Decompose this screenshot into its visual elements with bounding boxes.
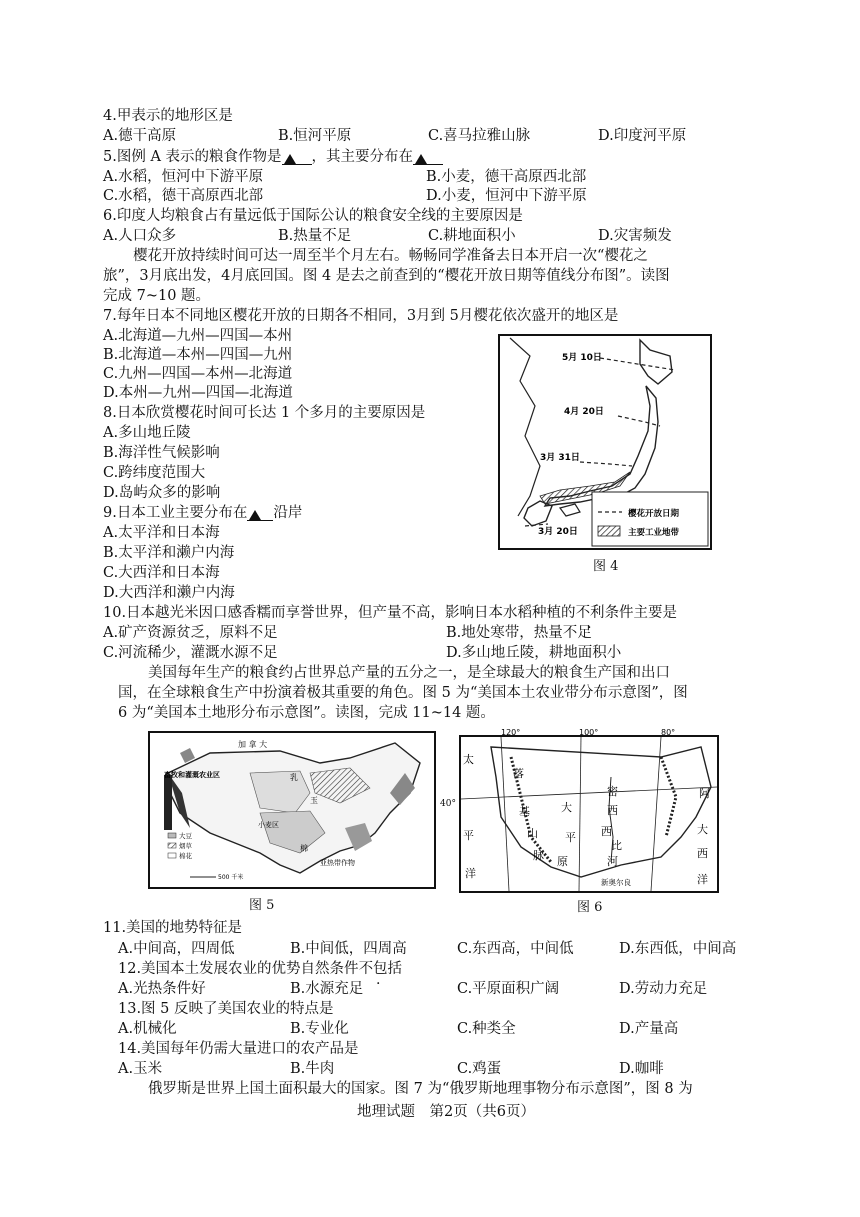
q6-option-d[interactable]: D.灾害频发 — [598, 228, 672, 244]
q8-option-d[interactable]: D.岛屿众多的影响 — [103, 485, 221, 501]
fig4-label-mar31: 3月 31日 — [540, 453, 580, 463]
q4-option-b[interactable]: B.恒河平原 — [278, 128, 352, 144]
fig5-label-dairy: 乳 — [290, 773, 298, 782]
fig5-label-ranch: 畜牧和灌溉农业区 — [164, 771, 220, 779]
q11-option-d[interactable]: D.东西低，中间高 — [619, 941, 737, 957]
q12-option-c[interactable]: C.平原面积广阔 — [457, 981, 560, 997]
fig4-label-mar20: 3月 20日 — [538, 527, 578, 537]
fig4-legend-industry: 主要工业地带 — [628, 528, 680, 538]
q10-option-d[interactable]: D.多山地丘陵，耕地面积小 — [446, 645, 622, 661]
q9-option-c[interactable]: C.大西洋和日本海 — [103, 565, 220, 581]
fig6-rocky-4: 脉 — [533, 849, 544, 862]
q11-option-a[interactable]: A.中间高，四周低 — [118, 941, 235, 957]
q5-option-c[interactable]: C.水稻，德干高原西北部 — [103, 188, 264, 204]
q9-stem: 9.日本工业主要分布在 沿岸 — [103, 505, 303, 521]
passage-usa-line3: 6 为“美国本土地形分布示意图”。读图，完成 11~14 题。 — [118, 705, 495, 721]
fig6-rocky-3: 山 — [527, 827, 538, 840]
blank-triangle-icon — [284, 154, 296, 164]
q7-option-b[interactable]: B.北海道—本州—四国—九州 — [103, 347, 293, 363]
fig6-plain-2: 平 — [565, 831, 576, 844]
fig6-miss-1: 密 — [607, 785, 618, 798]
q7-option-d[interactable]: D.本州—九州—四国—北海道 — [103, 385, 293, 401]
fig6-lon-80: 80° — [661, 728, 676, 737]
fig6-new-orleans: 新奥尔良 — [601, 878, 631, 887]
q12-option-b[interactable]: B.水源充足 — [290, 981, 364, 997]
q4-option-c[interactable]: C.喜马拉雅山脉 — [428, 128, 531, 144]
q6-option-c[interactable]: C.耕地面积小 — [428, 228, 516, 244]
q14-option-d[interactable]: D.咖啡 — [619, 1061, 664, 1077]
q14-stem: 14.美国每年仍需大量进口的农产品是 — [118, 1041, 359, 1057]
q4-option-a[interactable]: A.德干高原 — [103, 128, 177, 144]
fig6-atlantic-3: 洋 — [697, 873, 708, 886]
q14-option-b[interactable]: B.牛肉 — [290, 1061, 335, 1077]
blank-triangle-icon — [249, 510, 261, 520]
passage-japan-line2: 旅”，3月底出发，4月底回国。图 4 是去之前查到的“樱花开放日期等值线分布图”。读图 — [103, 268, 670, 284]
q12-option-d[interactable]: D.劳动力充足 — [619, 981, 708, 997]
q10-option-a[interactable]: A.矿产资源贫乏，原料不足 — [103, 625, 278, 641]
q7-option-a[interactable]: A.北海道—九州—四国—本州 — [103, 328, 293, 344]
q14-option-a[interactable]: A.玉米 — [118, 1061, 163, 1077]
q5-option-d[interactable]: D.小麦，恒河中下游平原 — [426, 188, 587, 204]
fig5-label-wheat: 小麦区 — [258, 821, 279, 829]
fig5-legend-soybean: 大豆 — [179, 832, 192, 840]
fig6-appalachian: 阿 — [699, 787, 710, 800]
figure-5-caption: 图 5 — [249, 898, 275, 913]
q10-stem: 10.日本越光米因口感香糯而享誉世界，但产量不高，影响日本水稻种植的不利条件主要是 — [103, 605, 678, 621]
fig4-legend-bloom: 樱花开放日期 — [628, 509, 680, 519]
q9-option-d[interactable]: D.大西洋和濑户内海 — [103, 585, 235, 601]
q7-stem: 7.每年日本不同地区樱花开放的日期各不相同，3月到 5月樱花依次盛开的地区是 — [103, 308, 619, 324]
q6-option-a[interactable]: A.人口众多 — [103, 228, 177, 244]
q13-option-d[interactable]: D.产量高 — [619, 1021, 679, 1037]
q4-stem: 4.甲表示的地形区是 — [103, 108, 233, 124]
q9-option-b[interactable]: B.太平洋和濑户内海 — [103, 545, 235, 561]
fig5-legend-tobacco: 烟草 — [179, 842, 192, 850]
q9-option-a[interactable]: A.太平洋和日本海 — [103, 525, 220, 541]
fig6-lon-100: 100° — [579, 728, 599, 737]
fig6-pacific-1: 太 — [463, 753, 474, 766]
q6-option-b[interactable]: B.热量不足 — [278, 228, 352, 244]
passage-japan-line1: 樱花开放持续时间可达一周至半个月左右。畅畅同学准备去日本开启一次“樱花之 — [133, 248, 648, 264]
passage-japan-line3: 完成 7~10 题。 — [103, 288, 211, 304]
q4-option-d[interactable]: D.印度河平原 — [598, 128, 687, 144]
q8-stem: 8.日本欣赏樱花时间可长达 1 个多月的主要原因是 — [103, 405, 426, 421]
q10-option-b[interactable]: B.地处寒带，热量不足 — [446, 625, 592, 641]
fig6-lon-120: 120° — [501, 728, 521, 737]
passage-usa-line1: 美国每年生产的粮食约占世界总产量的五分之一，是全球最大的粮食生产国和出口 — [148, 665, 670, 681]
q13-option-a[interactable]: A.机械化 — [118, 1021, 177, 1037]
q11-option-b[interactable]: B.中间低，四周高 — [290, 941, 407, 957]
passage-usa-line2: 国，在全球粮食生产中扮演着极其重要的角色。图 5 为“美国本土农业带分布示意图”，图 — [118, 685, 688, 701]
fig5-scale: 500 千米 — [218, 874, 244, 881]
fig6-lat-40: 40° — [440, 799, 456, 809]
q11-option-c[interactable]: C.东西高，中间低 — [457, 941, 574, 957]
fig5-label-canada: 加 拿 大 — [238, 740, 268, 749]
fig6-atlantic-1: 大 — [697, 823, 708, 836]
q7-option-c[interactable]: C.九州—四国—本州—北海道 — [103, 366, 293, 382]
figure-5-us-agriculture-map — [148, 731, 436, 889]
page-footer: 地理试题 第2页（共6页） — [357, 1104, 535, 1120]
fig5-label-cotton: 棉 — [300, 844, 308, 853]
fig5-label-subtropical: 亚热带作物 — [320, 859, 355, 867]
fig6-pacific-2: 平 — [463, 829, 474, 842]
fig6-miss-5: 河 — [607, 855, 618, 868]
q13-option-c[interactable]: C.种类全 — [457, 1021, 516, 1037]
fig5-label-corn: 玉 — [310, 796, 318, 805]
q6-stem: 6.印度人均粮食占有量远低于国际公认的粮食安全线的主要原因是 — [103, 208, 523, 224]
fig4-label-apr20: 4月 20日 — [564, 407, 604, 417]
q13-option-b[interactable]: B.专业化 — [290, 1021, 349, 1037]
figure-6-us-terrain-map — [459, 728, 719, 893]
q5-stem: 5.图例 A 表示的粮食作物是 ，其主要分布在 — [103, 148, 443, 166]
fig6-miss-4: 比 — [611, 839, 622, 852]
q8-option-c[interactable]: C.跨纬度范围大 — [103, 465, 206, 481]
q14-option-c[interactable]: C.鸡蛋 — [457, 1061, 502, 1077]
q12-option-a[interactable]: A.光热条件好 — [118, 981, 206, 997]
fig5-legend-cotton: 棉花 — [179, 852, 192, 860]
blank-triangle-icon — [415, 154, 427, 164]
q13-stem: 13.图 5 反映了美国农业的特点是 — [118, 1001, 334, 1017]
fig6-plain-3: 原 — [557, 855, 568, 868]
fig4-label-may10: 5月 10日 — [562, 353, 602, 363]
fig6-rocky-1: 落 — [513, 767, 524, 780]
q5-option-b[interactable]: B.小麦，德干高原西北部 — [426, 169, 587, 185]
figure-4-japan-map — [498, 334, 712, 550]
q11-stem: 11.美国的地势特征是 — [103, 920, 243, 936]
fig6-miss-2: 西 — [607, 804, 618, 817]
figure-4-caption: 图 4 — [593, 559, 619, 574]
q10-option-c[interactable]: C.河流稀少，灌溉水源不足 — [103, 645, 278, 661]
q5-option-a[interactable]: A.水稻，恒河中下游平原 — [103, 169, 264, 185]
q8-option-a[interactable]: A.多山地丘陵 — [103, 425, 191, 441]
q12-stem: 12.美国本土发展农业的优势自然条件不包括 — [118, 961, 403, 977]
fig6-miss-3: 西 — [601, 825, 612, 838]
fig6-plain-1: 大 — [561, 801, 572, 814]
fig6-pacific-3: 洋 — [465, 867, 476, 880]
passage-russia-line1: 俄罗斯是世界上国土面积最大的国家。图 7 为“俄罗斯地理事物分布示意图”，图 8 为 — [148, 1081, 693, 1097]
figure-6-caption: 图 6 — [577, 900, 603, 915]
fig6-rocky-2: 基 — [519, 805, 530, 818]
fig6-atlantic-2: 西 — [697, 847, 708, 860]
q8-option-b[interactable]: B.海洋性气候影响 — [103, 445, 220, 461]
